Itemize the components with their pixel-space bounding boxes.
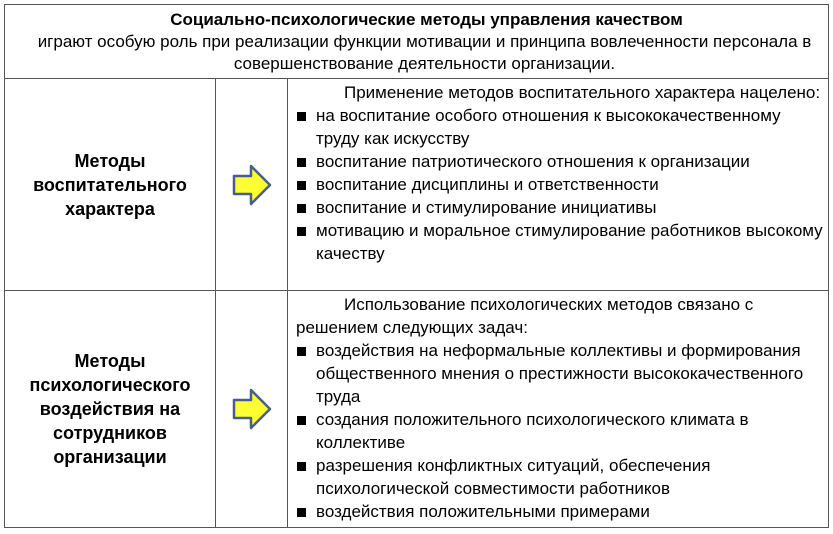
header-title: Социально-психологические методы управления качеством — [170, 10, 683, 29]
intro-text: Применение методов воспитательного характера нацелено: — [344, 83, 821, 102]
arrow-cell — [216, 290, 288, 527]
header-body: играют особую роль при реализации функции мотивации и принципа вовлеченности персонала в совершенствование деятельности организации. — [37, 32, 812, 73]
list-item — [296, 454, 824, 500]
row-label-upbringing — [5, 79, 216, 290]
list-item-text: воспитание дисциплины и ответственности — [316, 175, 659, 194]
square-bullet-icon — [297, 508, 306, 517]
square-bullet-icon — [297, 416, 306, 425]
list-item — [296, 219, 824, 265]
square-bullet-icon — [297, 462, 306, 471]
row-label-text: Методы воспитательного характера — [33, 150, 187, 219]
content-psychological — [288, 290, 828, 527]
list-item-text: воздействия на неформальные коллективы и формирования общественного мнения о престижности высококачественного труда — [316, 341, 804, 406]
methods-table — [4, 4, 829, 528]
list-item — [296, 150, 824, 173]
bullet-list — [296, 104, 824, 265]
square-bullet-icon — [297, 158, 306, 167]
list-item-text: воспитание и стимулирование инициативы — [316, 198, 657, 217]
list-item-text: разрешения конфликтных ситуаций, обеспечения психологической совместимости работников — [316, 456, 711, 498]
table-header — [5, 5, 828, 79]
square-bullet-icon — [297, 112, 306, 121]
list-item — [296, 500, 824, 523]
intro-text: Использование психологических методов связано с решением следующих задач: — [296, 295, 754, 337]
list-item — [296, 196, 824, 219]
list-item-text: мотивацию и моральное стимулирование работников высокому качеству — [316, 221, 823, 263]
bullet-list — [296, 339, 824, 523]
square-bullet-icon — [297, 227, 306, 236]
content-upbringing — [288, 79, 828, 290]
list-item-text: воздействия положительными примерами — [316, 502, 650, 521]
square-bullet-icon — [297, 181, 306, 190]
list-item-text: создания положительного психологического климата в коллективе — [316, 410, 749, 452]
list-item-text: воспитание патриотического отношения к организации — [316, 152, 750, 171]
row-label-psychological — [5, 290, 216, 527]
right-arrow-icon — [231, 163, 273, 207]
list-item — [296, 104, 824, 150]
arrow-cell — [216, 79, 288, 290]
row-label-text: Методы психологического воздействия на сотрудников организации — [29, 351, 191, 467]
square-bullet-icon — [297, 347, 306, 356]
list-item — [296, 173, 824, 196]
right-arrow-icon — [231, 387, 273, 431]
list-item — [296, 339, 824, 408]
list-item — [296, 408, 824, 454]
square-bullet-icon — [297, 204, 306, 213]
list-item-text: на воспитание особого отношения к высококачественному труду как искусству — [316, 106, 781, 148]
